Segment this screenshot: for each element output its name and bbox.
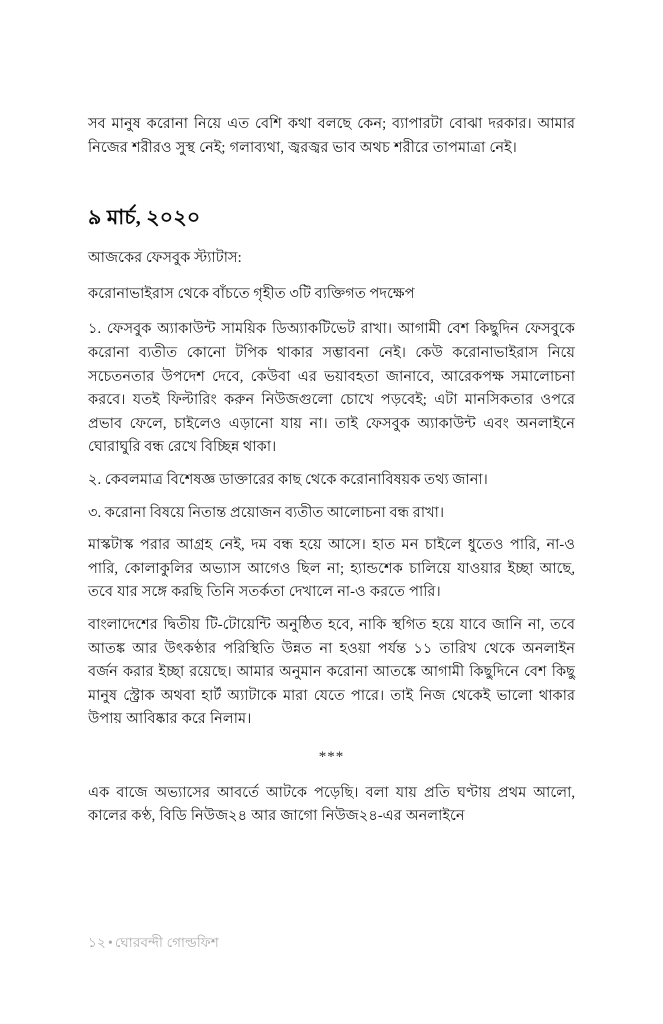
list-item: ১. ফেসবুক অ্যাকাউন্ট সাময়িক ডিঅ্যাকটিভেট রাখা। আগামী বেশ কিছুদিন ফেসবুকে করোনা ব্যতীত কোনো টপিক থাকার সম্ভাবনা নেই। কেউ করোনাভাইরাস নিয়ে সচেতনতার উপদেশ দেবে, কেউবা এর ভয়াবহতা জানাবে, আরেকপক্ষ সমালোচনা করবে। যতই ফিল্টারিং করুন নিউজগুলো চোখে পড়বেই; এটা মানসিকতার ওপরে প্রভাব ফেলে, চাইলেও এড়ানো যায় না। তাই ফেসবুক অ্যাকাউন্ট এবং অনলাইনে ঘোরাঘুরি বন্ধ রেখে বিচ্ছিন্ন থাকা। [88, 321, 575, 456]
paragraph-mask: মাস্কটাস্ক পরার আগ্রহ নেই, দম বন্ধ হয়ে আসে। হাত মন চাইলে ধুতেও পারি, না-ও পারি, কোলাকুলির অভ্যাস আগেও ছিল না; হ্যান্ডশেক চালিয়ে যাওয়ার ইচ্ছা আছে, তবে যার সঙ্গে করছি তিনি সতর্কতা দেখালে না-ও করতে পারি। [88, 537, 575, 601]
footer-bullet-icon: • [107, 935, 113, 950]
opening-paragraph: সব মানুষ করোনা নিয়ে এত বেশি কথা বলছে কেন; ব্যাপারটা বোঝা দরকার। আমার নিজের শরীরও সুস্থ নেই; গলাব্যথা, জ্বরজ্বর ভাব অথচ শরীরে তাপমাত্রা নেই। [88, 116, 575, 156]
footer-page-number: ১২ [88, 935, 106, 950]
paragraph-habit: এক বাজে অভ্যাসের আবর্তে আটকে পড়েছি। বলা যায় প্রতি ঘণ্টায় প্রথম আলো, কালের কণ্ঠ, বিডি নিউজ২৪ আর জাগো নিউজ২৪-এর অনলাইনে [88, 784, 575, 825]
list-item: ২. কেবলমাত্র বিশেষজ্ঞ ডাক্তারের কাছ থেকে করোনাবিষয়ক তথ্য জানা। [88, 471, 488, 488]
heading-spacer [88, 169, 575, 205]
list-item: ৩. করোনা বিষয়ে নিতান্ত প্রয়োজন ব্যতীত আলোচনা বন্ধ রাখা। [88, 504, 445, 521]
status-title-line: করোনাভাইরাস থেকে বাঁচতে গৃহীত ৩টি ব্যক্তিগত পদক্ষেপ [88, 285, 415, 302]
paragraph-cricket: বাংলাদেশের দ্বিতীয় টি-টোয়েন্টি অনুষ্ঠিত হবে, নাকি স্থগিত হয়ে যাবে জানি না, তবে আতঙ্ক আর উৎকণ্ঠার পরিস্থিতি উন্নত না হওয়া পর্যন্ত ১১ তারিখ থেকে অনলাইন বর্জন করার ইচ্ছা রয়েছে। আমার অনুমান করোনা আতঙ্কে আগামী কিছুদিনে বেশ কিছু মানুষ স্ট্রোক অথবা হার্ট অ্যাটাকে মারা যেতে পারে। তাই নিজ থেকেই ভালো থাকার উপায় আবিষ্কার করে নিলাম। [88, 616, 575, 728]
date-heading: ৯ মার্চ, ২০২০ [88, 207, 201, 230]
footer-book-title: ঘোরবন্দী গোল্ডফিশ [114, 935, 219, 950]
status-intro-line: আজকের ফেসবুক স্ট্যাটাস: [88, 250, 242, 267]
section-separator: *** [318, 748, 345, 765]
page-footer [88, 933, 219, 953]
page-content [88, 113, 575, 838]
